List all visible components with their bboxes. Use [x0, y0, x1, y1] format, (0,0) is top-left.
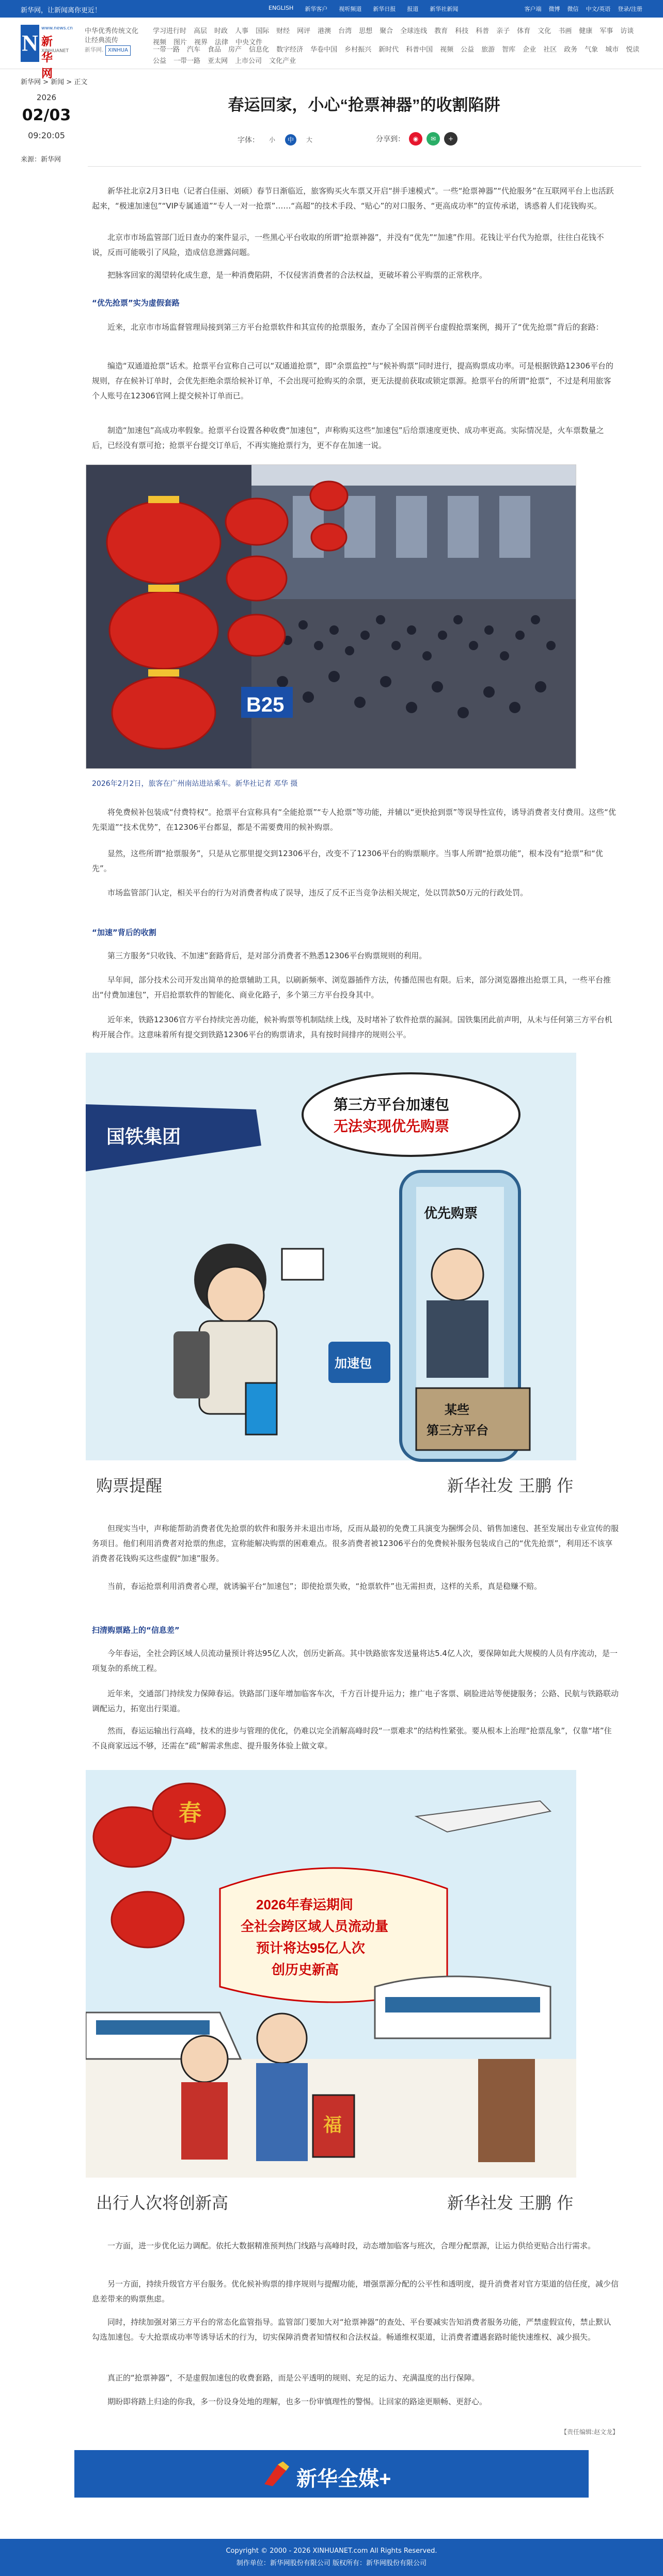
editor-credit: 【责任编辑:赵文龙】	[560, 2428, 619, 2436]
chun-character: 春	[179, 1800, 201, 1826]
channel-nav-item[interactable]: 政务	[564, 46, 578, 54]
channel-nav-item[interactable]: 国际	[256, 27, 270, 35]
channel-nav-item[interactable]: 文化	[538, 27, 551, 35]
top-menu	[269, 5, 458, 13]
channel-nav-item[interactable]: 军事	[599, 27, 613, 35]
section-heading: “加速”背后的收割	[92, 928, 156, 937]
channel-nav-item[interactable]: 人事	[235, 27, 249, 35]
top-menu-video[interactable]: 视听频道	[339, 6, 362, 12]
channel-nav-item[interactable]: 城市	[605, 46, 619, 54]
channel-nav-item[interactable]: 公益	[461, 46, 475, 54]
channel-nav-item[interactable]: 汽车	[187, 46, 201, 54]
cartoon-group-label: 国铁集团	[106, 1126, 181, 1147]
font-size-label: 字体：	[238, 136, 259, 144]
top-menu-client[interactable]: 新华客户	[305, 6, 328, 12]
publish-year: 2026	[36, 93, 57, 102]
article-paragraph: 市场监管部门认定，相关平台的行为对消费者构成了误导，违反了反不正当竞争法相关规定，处以罚款50万元的行政处罚。	[107, 888, 528, 897]
cartoon2-banner-line1: 2026年春运期间	[256, 1897, 353, 1912]
article-paragraph: 期盼即将踏上归途的你我，多一份设身处地的理解，也多一份审慎理性的警惕。让回家的路途更顺畅、更舒心。	[107, 2397, 487, 2406]
cartoon2-credit: 新华社发 王鹏 作	[447, 2193, 574, 2213]
cartoon2-banner-line4: 创历史新高	[272, 1962, 339, 1977]
channel-nav-item[interactable]: 文化产业	[269, 57, 296, 65]
channel-nav-item[interactable]: 房产	[228, 46, 242, 54]
article-paragraph: 真正的“抢票神器”，不是虚假加速包的收费套路，而是公平透明的规则、充足的运力、充满温度的出行保障。	[107, 2373, 480, 2382]
wechat-share-icon[interactable]: ✉	[427, 132, 440, 146]
channel-nav-item[interactable]: 思想	[359, 27, 373, 35]
logo-mark: N	[21, 25, 39, 62]
article-paragraph: 制造“加速包”高成功率假象。抢票平台设置各种收费“加速包”，声称购买这些“加速包”后给票速度更快、成功率更高。实际情况是，火车票数量之后，已经没有票可抢；抢票平台提交订单后，不再实施抢票行为，更不存在加速一说。	[92, 426, 604, 450]
banner-text: 新华全媒+	[296, 2468, 391, 2490]
top-menu-report[interactable]: 报道	[407, 6, 419, 12]
more-share-icon[interactable]: +	[444, 132, 457, 146]
cartoon-bubble-line1: 第三方平台加速包	[334, 1097, 450, 1113]
article-paragraph: 把脉客回家的渴望转化成生意，是一种消费陷阱，不仅侵害消费者的合法权益，更破坏着公平购票的正常秩序。	[107, 270, 487, 280]
article-paragraph: 近年来，铁路12306官方平台持续完善功能，候补购票等机制陆续上线，及时堵补了软件抢票的漏洞。国铁集团此前声明，从未与任何第三方平台机构开展合作。这意味着所有提交到铁路12306平台的购票请求，具有按时间排序的规则公平。	[92, 1015, 612, 1039]
article-paragraph: 然而，春运运输出行高峰，技术的进步与管理的优化，仍难以完全消解高峰时段“一票难求”的结构性紧张。要从根本上治理“抢票乱象”，仅靠“堵”住不良商家远远不够，还需在“疏”解需求焦虑、提升服务体验上做文章。	[92, 1726, 612, 1750]
language-link[interactable]: 中文/英语	[586, 6, 611, 12]
channel-nav-item[interactable]: 科技	[455, 27, 469, 35]
font-small-button[interactable]: 小	[269, 136, 275, 143]
publish-time: 09:20:05	[28, 131, 65, 140]
top-menu-daily[interactable]: 新华日报	[373, 6, 396, 12]
cartoon-ticket	[86, 1053, 576, 1496]
channel-nav-item[interactable]: 全球连线	[400, 27, 428, 35]
channel-nav-item[interactable]: 科普中国	[406, 46, 433, 54]
station-photo-illustration	[86, 465, 576, 769]
title-divider	[88, 166, 641, 167]
channel-nav-item[interactable]: 时政	[214, 27, 228, 35]
slogan-line3: 新华网.	[85, 46, 104, 53]
article-paragraph: 北京市市场监管部门近日查办的案件显示，一些黑心平台收取的所谓“抢票神器”，并没有“优先”“加速”作用。花钱让平台代为抢票，往往白花钱不说，反而可能吸引了风险，造成信息泄露问题。	[92, 233, 604, 257]
font-large-button[interactable]: 大	[306, 136, 312, 143]
channel-nav-item[interactable]: 数字经济	[276, 46, 304, 54]
channel-nav-row2	[153, 44, 649, 67]
article-paragraph: 近年来，交通部门持续发力保障春运。铁路部门逐年增加临客车次，千方百计提升运力；推广电子客票、刷脸进站等便捷服务；公路、民航与铁路联动调配运力，拓宽出行渠道。	[92, 1689, 619, 1713]
channel-nav-item[interactable]: 企业	[523, 46, 536, 54]
channel-nav-item[interactable]: 财经	[276, 27, 290, 35]
article-paragraph: 将免费候补包装成“付费特权”。抢票平台宣称具有“全能抢票”“专人抢票”等功能，并辅以“更快抢到票”等误导性宣传，诱导消费者支付费用。这些“优先渠道”“技术优势”，在12306平台都显，都是不需要费用的候补购票。	[92, 808, 616, 832]
footer-copyright: Copyright © 2000 - 2026 XINHUANET.com All Rights Reserved.	[226, 2547, 437, 2555]
channel-nav-item[interactable]: 社区	[543, 46, 557, 54]
channel-nav-item[interactable]: 上市公司	[235, 57, 262, 65]
article-paragraph: 早年间，部分技术公司开发出简单的抢票辅助工具，以刷新频率、浏览器插件方法，传播范围也有限。后来，部分浏览器推出抢票工具，一些平台推出“付费加速包”，开启抢票软件的智能化、商业化路子，多个第三方平台投身其中。	[92, 975, 611, 1000]
breadcrumb[interactable]: 新华网 > 新闻 > 正文	[21, 78, 88, 86]
cartoon-ticket-illustration	[86, 1053, 576, 1496]
cartoon-box-line2: 第三方平台	[427, 1424, 488, 1438]
logo-tag: www.news.cn	[41, 26, 73, 31]
channel-nav-item[interactable]: 高层	[194, 27, 208, 35]
article-source: 来源：新华网	[21, 156, 61, 164]
top-bar	[0, 0, 663, 18]
xinhua-media-banner[interactable]	[74, 2450, 589, 2498]
channel-nav-item[interactable]: 悦读	[626, 46, 640, 54]
font-medium-button[interactable]: 中	[285, 134, 296, 146]
publish-date	[21, 93, 72, 140]
station-photo	[86, 464, 576, 769]
channel-nav-item[interactable]: 一带一路	[173, 57, 201, 65]
article-tools	[88, 132, 640, 148]
article-paragraph: 今年春运，全社会跨区域人员流动量预计将达95亿人次，创历史新高。其中铁路旅客发送量将达5.4亿人次，要保障如此大规模的人员有序流动，是一项复杂的系统工程。	[92, 1649, 618, 1673]
slogan-line2: 让经典流传	[85, 37, 119, 44]
weibo-share-icon[interactable]: ◉	[409, 132, 422, 146]
cartoon-box-line1: 某些	[445, 1403, 469, 1417]
section-heading: 扫清购票路上的“信息差”	[92, 1625, 180, 1635]
article-paragraph: 但现实当中，声称能帮助消费者优先抢票的软件和服务并未退出市场，反而从最初的免费工具演变为捆绑会员、销售加速包、甚至发展出专业宣传的服务项目。他们利用消费者对抢票的焦虑，宣称能解决购票的困难难点。很多消费者被12306平台的免费候补服务包装成自己的“优先抢票”，利用还不该享消费者花钱购买这些虚假“加速”服务。	[92, 1524, 619, 1563]
channel-nav-item[interactable]: 视频	[440, 46, 454, 54]
cartoon2-title: 出行人次将创新高	[96, 2193, 229, 2213]
channel-nav-item[interactable]: 智库	[502, 46, 516, 54]
cartoon1-title: 购票提醒	[96, 1476, 163, 1495]
channel-nav-item[interactable]: 港澳	[318, 27, 332, 35]
cartoon-priority-label: 优先购票	[424, 1205, 478, 1221]
channel-nav-item[interactable]: 旅游	[481, 46, 495, 54]
publish-month-day: 02/03	[22, 106, 71, 124]
header-slogan	[85, 27, 138, 56]
top-menu-english[interactable]: ENGLISH	[269, 5, 294, 11]
site-header	[0, 18, 663, 80]
channel-nav-item[interactable]: 华卷中国	[310, 46, 338, 54]
fu-character: 福	[323, 2115, 342, 2135]
channel-nav-item[interactable]: 访谈	[620, 27, 634, 35]
cartoon2-banner-line3: 预计将达95亿人次	[256, 1940, 365, 1956]
article-paragraph: 同时，持续加强对第三方平台的常态化监管指导。监管部门要加大对“抢票神器”的查处、平台要减实告知消费者服务功能，严禁虚假宣传，禁止默认勾选加速包。专大抢票成功率等诱导话术的行为，切实保障消费者知情权和合法权益。畅通维权渠道，让消费者遭遇套路时能快速维权、减少损失。	[92, 2317, 611, 2342]
cartoon-pkg-label: 加速包	[335, 1357, 372, 1371]
login-link[interactable]: 登录/注册	[618, 6, 642, 12]
article-paragraph: 显然，这些所谓“抢票服务”，只是从它那里提交到12306平台，改变不了12306平台的购票顺序。当事人所谓“抢票功能”，根本没有“抢票”和“优先”。	[92, 849, 603, 873]
article-paragraph: 当前，春运抢票利用消费者心理，就诱骗平台“加速包”；即使抢票失败，“抢票软件”也无需担责，这样的关系，真是稳赚不赔。	[107, 1582, 542, 1591]
site-footer	[0, 2539, 663, 2576]
article-paragraph: 编造“双通道抢票”话术。抢票平台宣称自己可以“双通道抢票”，即“余票监控”与“候补购票”同时进行，提高购票成功率。可是根据铁路12306平台的规则，存在候补订单时，会优先拒绝余票给候补订单，不会出现可抢购买的余票，更无法提前获取或锁定票源。抢票平台的所谓“抢票”，不过是利用旅客个人账号在12306官网上提交候补订单而已。	[92, 361, 613, 400]
article-title: 春运回家，小心“抢票神器”的收割陷阱	[228, 96, 500, 114]
channel-nav-item[interactable]: 体育	[517, 27, 531, 35]
client-link[interactable]: 客户端	[524, 6, 542, 12]
photo-caption: 2026年2月2日，旅客在广州南站进站乘车。新华社记者 邓华 摄	[92, 780, 298, 788]
channel-nav-item[interactable]: 亚太网	[208, 57, 228, 65]
article-paragraph: 第三方服务“只收钱、不加速”套路背后，是对部分消费者不熟悉12306平台购票规则的利用。	[107, 951, 427, 960]
article-paragraph: 另一方面，持续升级官方平台服务。优化候补购票的排序规则与提醒功能，增强票源分配的公平性和透明度，提升消费者对官方渠道的信任度，减少信息差带来的购票焦虑。	[92, 2279, 619, 2304]
cartoon1-credit: 新华社发 王鹏 作	[447, 1476, 574, 1495]
channel-nav-item[interactable]: 健康	[579, 27, 593, 35]
article-paragraph: 新华社北京2月3日电（记者白佳丽、刘硕）春节日渐临近，旅客购买火车票又开启“拼手速模式”。一些“抢票神器”“代抢服务”在互联网平台上也活跃起来，“极速加速包”“VIP专属通道”“专人一对一抢票”……“高超”的技术手段、“贴心”的对口服务、“更高成功率”的宣传承诺，诱惑着人们花钱购买。	[92, 186, 614, 211]
channel-nav-item[interactable]: 气象	[585, 46, 598, 54]
channel-nav-item[interactable]: 视频	[153, 39, 167, 46]
channel-nav-item[interactable]: 中央文件	[235, 39, 263, 46]
channel-nav-item[interactable]: 网评	[297, 27, 311, 35]
cartoon2-banner-line2: 全社会跨区域人员流动量	[241, 1919, 389, 1934]
top-notice: 新华网，让新闻离你更近！	[21, 7, 102, 14]
channel-nav-item[interactable]: 法律	[215, 39, 229, 46]
channel-nav-item[interactable]: 书画	[558, 27, 572, 35]
channel-nav-item[interactable]: 食品	[208, 46, 222, 54]
channel-nav-item[interactable]: 聚合	[380, 27, 393, 35]
top-menu-news[interactable]: 新华社新闻	[430, 6, 459, 12]
channel-nav-item[interactable]: 亲子	[496, 27, 510, 35]
share-label: 分享到：	[376, 135, 405, 143]
channel-nav-item[interactable]: 视界	[194, 39, 208, 46]
cartoon-travel-illustration	[86, 1770, 576, 2214]
slogan-badge: XINHUA	[105, 45, 131, 56]
gate-sign: B25	[246, 694, 285, 716]
channel-nav-item[interactable]: 新时代	[378, 46, 399, 54]
xinhua-pen-icon	[260, 2460, 293, 2488]
logo-sub: XINHUANET	[41, 49, 69, 54]
channel-nav-item[interactable]: 图片	[173, 39, 187, 46]
article-paragraph: 近来，北京市市场监督管理局接到第三方平台抢票软件和其宣传的抢票服务，查办了全国首例平台虚假抢票案例，揭开了“优先抢票”背后的套路：	[107, 323, 604, 332]
weibo-link[interactable]: 微博	[548, 6, 560, 12]
channel-nav-item[interactable]: 公益	[153, 57, 167, 65]
wechat-link[interactable]: 微信	[567, 6, 579, 12]
channel-nav-item[interactable]: 乡村振兴	[344, 46, 372, 54]
site-logo[interactable]	[21, 25, 73, 80]
channel-nav-item[interactable]: 学习进行时	[153, 27, 187, 35]
cartoon-travel	[86, 1770, 576, 2214]
channel-nav-item[interactable]: 科普	[476, 27, 490, 35]
channel-nav-item[interactable]: 台湾	[338, 27, 352, 35]
channel-nav-item[interactable]: 一带一路	[153, 46, 180, 54]
channel-nav-item[interactable]: 信息化	[249, 46, 270, 54]
channel-nav-item[interactable]: 教育	[434, 27, 448, 35]
cartoon-bubble-line2: 无法实现优先购票	[334, 1118, 450, 1134]
article-paragraph: 一方面，进一步优化运力调配。依托大数据精准预判热门线路与高峰时段，动态增加临客与班次，合理分配票源，让运力供给更贴合出行需求。	[107, 2241, 596, 2250]
footer-producer: 制作单位：新华网股份有限公司 版权所有：新华网股份有限公司	[236, 2559, 427, 2567]
section-heading: “优先抢票”实为虚假套路	[92, 298, 180, 308]
logo-cn: 新华网	[41, 35, 53, 80]
slogan-line1: 中华优秀传统文化	[85, 27, 139, 35]
